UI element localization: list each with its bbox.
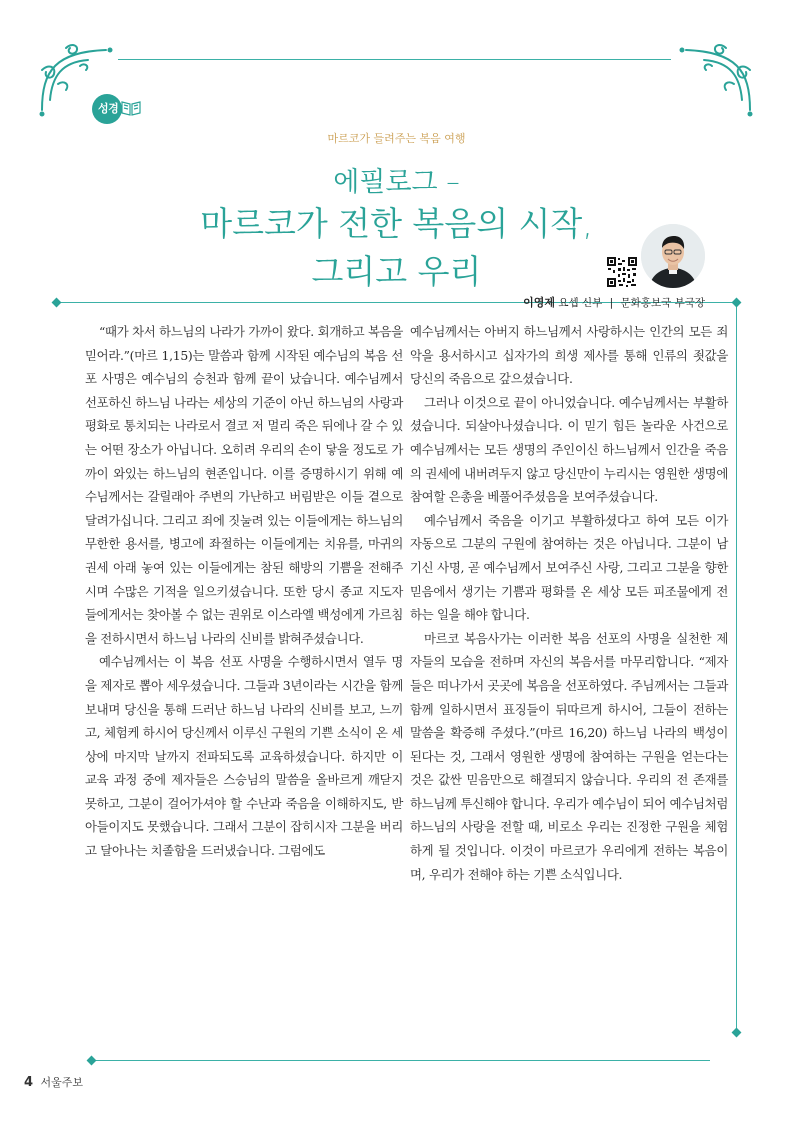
paragraph: 예수님께서 죽음을 이기고 부활하셨다고 하여 모든 이가 자동으로 그분의 구원에 참여하는 것은 아닙니다. 그분이 남기신 사명, 곧 예수님께서 보여주신 사랑, 그리고 그분을 향한 믿음에서 생기는 기쁨과 평화를 온 세상 모든 피조물에게 전하는 일을 해야 합니다. xyxy=(410,512,728,623)
page-number: 4 xyxy=(24,1075,34,1090)
priest-portrait-icon xyxy=(641,224,705,288)
page-title-line-2: 마르코가 전한 복음의 시작, xyxy=(200,204,593,243)
mid-rule-left-diamond xyxy=(52,298,62,308)
page-title-line-1: 에필로그 – xyxy=(333,167,460,198)
page-footer xyxy=(24,1074,83,1090)
mid-rule-right-diamond xyxy=(732,298,742,308)
body-column-left xyxy=(85,320,403,863)
right-vertical-rule xyxy=(736,302,737,1032)
series-title: 마르코가 들려주는 복음 여행 xyxy=(327,132,466,145)
author-separator: | xyxy=(609,297,614,309)
open-book-icon xyxy=(120,96,142,118)
paragraph: 그러나 이것으로 끝이 아니었습니다. 예수님께서는 부활하셨습니다. 되살아나셨습니다. 이 믿기 힘든 놀라운 사건으로 예수님께서는 모든 생명의 주인이신 하느님께서 인간을 죽음의 권세에 내버려두지 않고 당신만이 누리시는 영원한 생명에 참여할 은총을 베풀어주셨음을 보여주셨습니다. xyxy=(410,394,728,505)
bottom-rule-right-diamond xyxy=(732,1028,742,1038)
publication-name: 서울주보 xyxy=(40,1076,84,1089)
author-affiliation: 문화홍보국 부국장 xyxy=(620,297,705,309)
author-name: 이영제 xyxy=(523,296,556,309)
top-rule xyxy=(118,59,671,60)
page-title-line-3: 그리고 우리 xyxy=(311,252,482,291)
paragraph: 마르코 복음사가는 이러한 복음 선포의 사명을 실천한 제자들의 모습을 전하며 자신의 복음서를 마무리합니다. “제자들은 떠나가서 곳곳에 복음을 선포하였다. 주님께서는 그들과 함께 일하시면서 표징들이 뒤따르게 하시어, 그들이 전하는 말씀을 확증해 주셨다.”(마르 16,20) 하느님 나라의 백성이 된다는 것, 그래서 영원한 생명에 참여하는 구원을 얻는다는 것은 값싼 믿음만으로 해결되지 않습니다. 우리의 전 존재를 하느님께 투신해야 합니다. 우리가 예수님이 되어 예수님처럼 하느님의 사랑을 전할 때, 비로소 우리는 진정한 구원을 체험하게 될 것입니다. 이것이 마르코가 우리에게 전하는 복음이며, 우리가 전해야 하는 기쁜 소식입니다. xyxy=(410,630,728,882)
qr-code-icon[interactable] xyxy=(606,256,638,288)
body-column-right xyxy=(410,320,728,886)
author-photo xyxy=(641,224,705,288)
author-baptismal-name: 요셉 신부 xyxy=(558,297,603,309)
bottom-rule xyxy=(92,1060,710,1061)
author-line xyxy=(523,294,705,310)
section-badge-label: 성경 xyxy=(98,102,119,115)
paragraph: “때가 차서 하느님의 나라가 가까이 왔다. 회개하고 복음을 믿어라.”(마르 1,15)는 말씀과 함께 시작된 예수님의 복음 선포 사명은 예수님의 승천과 함께 끝이 났습니다. 예수님께서 선포하신 하느님 나라는 세상의 기준이 아닌 하느님의 사랑과 평화로 통치되는 나라로서 결코 저 멀리 죽은 뒤에나 갈 수 있는 어떤 장소가 아닙니다. 오히려 우리의 손이 닿을 정도로 가까이 와있는 하느님의 현존입니다. 이를 증명하시기 위해 예수님께서는 갈릴래아 주변의 가난하고 버림받은 이들 곁으로 달려가십니다. 그리고 죄에 짓눌려 있는 이들에게는 하느님의 무한한 용서를, 병고에 좌절하는 이들에게는 치유를, 마귀의 권세 아래 놓여 있는 이들에게는 참된 해방의 기쁨을 전해주시며 수많은 기적을 일으키셨습니다. 또한 당시 종교 지도자들에게서는 찾아볼 수 없는 권위로 이스라엘 백성에게 가르침을 전하시면서 하느님 나라의 신비를 밝혀주셨습니다. xyxy=(85,324,403,646)
bottom-rule-left-diamond xyxy=(87,1056,97,1066)
paragraph: 예수님께서는 아버지 하느님께서 사랑하시는 인간의 모든 죄악을 용서하시고 십자가의 희생 제사를 통해 인류의 죗값을 당신의 죽음으로 갚으셨습니다. xyxy=(410,324,728,387)
paragraph: 예수님께서는 이 복음 선포 사명을 수행하시면서 열두 명을 제자로 뽑아 세우셨습니다. 그들과 3년이라는 시간을 함께 보내며 당신을 통해 드러난 하느님 나라의 신비를 보고, 느끼고, 체험케 하시어 당신께서 이루신 구원의 기쁜 소식이 온 세상에 마지막 날까지 전파되도록 교육하셨습니다. 하지만 이 교육 과정 중에 제자들은 스승님의 말씀을 올바르게 깨닫지 못하고, 그분이 걸어가셔야 할 수난과 죽음을 이해하지도, 받아들이지도 못했습니다. 그래서 그분이 잡히시자 그분을 버리고 달아나는 치졸함을 드러냈습니다. 그럼에도 xyxy=(85,654,403,859)
corner-ornament-top-right-icon xyxy=(676,40,756,120)
